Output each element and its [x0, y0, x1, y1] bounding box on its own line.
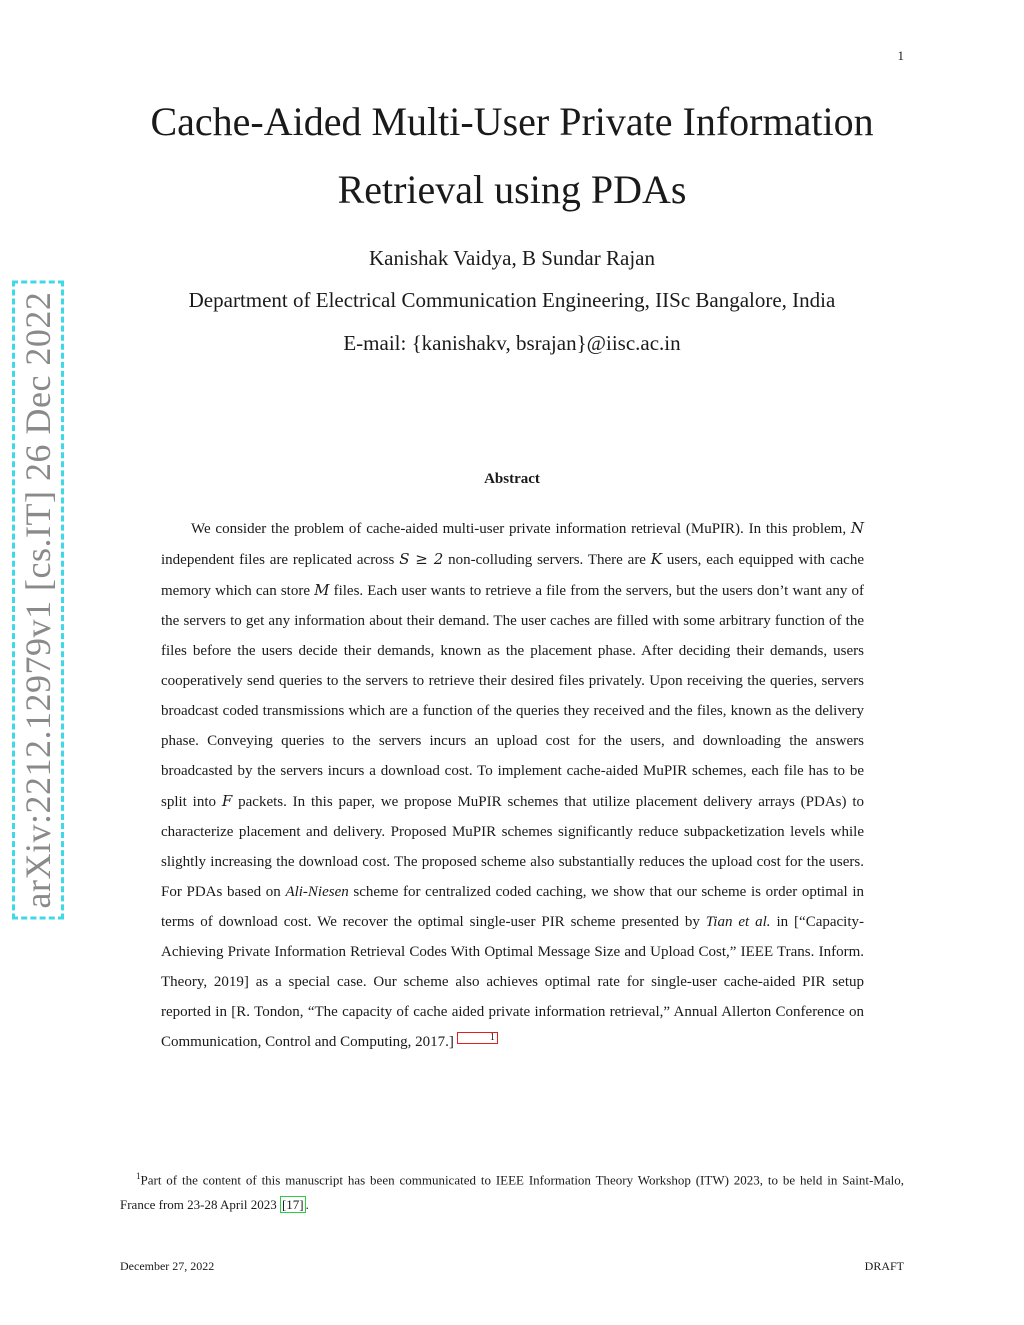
footnote-mark: 1 — [136, 1171, 141, 1181]
abstract-text: We consider the problem of cache-aided multi-user private information retrieval (MuPIR). In this problem, — [191, 521, 847, 537]
arxiv-stamp-text[interactable]: arXiv:2212.12979v1 [cs.IT] 26 Dec 2022 — [12, 281, 64, 920]
var-k: K — [650, 550, 663, 568]
abstract-text: scheme for centralized coded caching, we show that our scheme is order optimal in terms of download cost. We recover the optimal single-user PIR scheme presented by — [161, 884, 865, 930]
email: E-mail: {kanishakv, bsrajan}@iisc.ac.in — [343, 331, 681, 355]
abstract-text: in [“Capacity-Achieving Private Information Retrieval Codes With Optimal Message Size and Upload Cost,” IEEE Trans. Inform. Theory, 2019] as a special case. Our scheme also achieves optimal rate for single-user cache-aided PIR setup reported in [R. Tondon, “The capacity of cache aided private information retrieval,” Annual Allerton Conference on Communication, Control and Computing, 2017.] — [161, 914, 865, 1050]
footnote — [120, 1164, 904, 1217]
var-f: F — [221, 792, 233, 810]
footer-status: DRAFT — [864, 1259, 904, 1273]
footnote-end: . — [305, 1197, 309, 1213]
abstract-text: users, each equipped with cache memory which can store — [161, 552, 864, 599]
emphasis-tian: Tian et al. — [705, 914, 771, 930]
affiliation: Department of Electrical Communication Engineering, IISc Bangalore, India — [188, 288, 836, 312]
var-n: N — [850, 519, 864, 537]
title-line-1: Cache-Aided Multi-User Private Information — [150, 99, 874, 144]
abstract-text: independent files are replicated across — [161, 552, 395, 568]
abstract-text: packets. In this paper, we propose MuPIR schemes that utilize placement delivery arrays (PDAs) to characterize placement and delivery. Proposed MuPIR schemes significantly reduce subpacketization levels while slightly increasing the download cost. The proposed scheme also substantially reduces the upload cost for the users. For PDAs based on — [161, 794, 865, 900]
footnote-text: Part of the content of this manuscript has been communicated to IEEE Information Theory Workshop (ITW) 2023, to be held in Saint-Malo, France from 23-28 April 2023 — [120, 1172, 904, 1213]
title-line-2: Retrieval using PDAs — [337, 167, 687, 212]
footer-date: December 27, 2022 — [120, 1259, 215, 1273]
var-m: M — [314, 581, 330, 599]
abstract-text: non-colluding servers. There are — [448, 552, 646, 568]
abstract-heading: Abstract — [484, 471, 540, 487]
emphasis-ali-niesen: Ali-Niesen — [285, 884, 349, 900]
citation-link[interactable]: [17] — [281, 1197, 304, 1213]
abstract-body — [161, 513, 864, 1057]
var-s: S ≥ 2 — [399, 550, 444, 568]
abstract-text: files. Each user wants to retrieve a file from the servers, but the users don’t want any of the servers to get any information about their demand. The user caches are filled with some arbitrary function of the files before the users decide their demands, known as the placement phase. After deciding their demands, users cooperatively send queries to the servers to retrieve their desired files privately. Upon receiving the queries, servers broadcast coded transmissions which are a function of the queries they received and the files, known as the delivery phase. Conveying queries to the servers incurs an upload cost for the users, and downloading the answers broadcasted by the servers incurs a download cost. To implement cache-aided MuPIR schemes, each file has to be split into — [161, 583, 865, 810]
paper-title — [100, 88, 924, 224]
footnote-link[interactable]: 1 — [457, 1032, 498, 1044]
page-number: 1 — [897, 48, 904, 63]
authors: Kanishak Vaidya, B Sundar Rajan — [369, 246, 655, 270]
